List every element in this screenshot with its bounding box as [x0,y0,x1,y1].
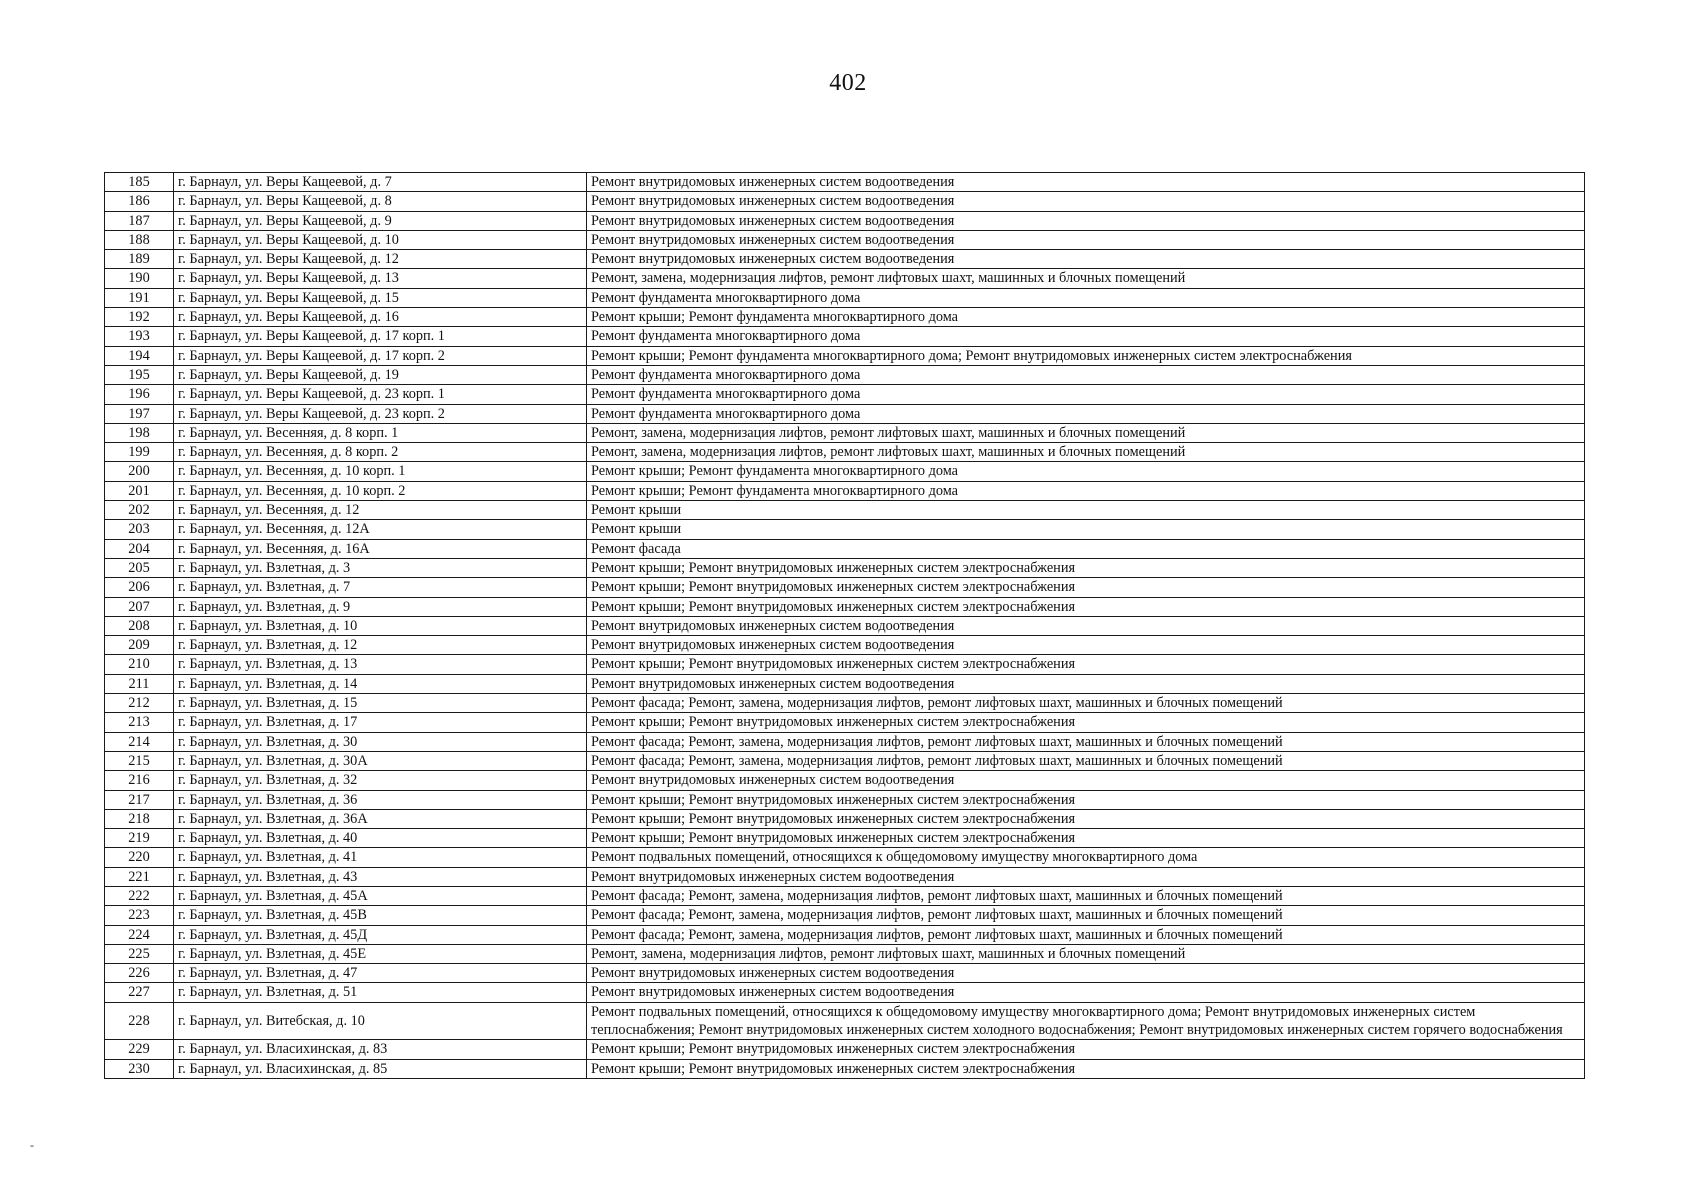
row-number: 198 [105,423,174,442]
row-address: г. Барнаул, ул. Взлетная, д. 12 [174,636,587,655]
row-works: Ремонт внутридомовых инженерных систем водоотведения [587,867,1585,886]
row-address: г. Барнаул, ул. Взлетная, д. 7 [174,578,587,597]
table-row [105,501,1585,520]
table-row [105,694,1585,713]
table-row [105,578,1585,597]
row-address: г. Барнаул, ул. Весенняя, д. 12 [174,501,587,520]
row-address: г. Барнаул, ул. Власихинская, д. 83 [174,1040,587,1059]
table-row [105,173,1585,192]
row-number: 194 [105,346,174,365]
row-address: г. Барнаул, ул. Веры Кащеевой, д. 9 [174,211,587,230]
table-row [105,308,1585,327]
row-number: 222 [105,886,174,905]
table-row [105,327,1585,346]
row-address: г. Барнаул, ул. Веры Кащеевой, д. 17 корп. 2 [174,346,587,365]
table-row [105,829,1585,848]
row-number: 216 [105,771,174,790]
table-row [105,809,1585,828]
row-number: 191 [105,288,174,307]
row-works: Ремонт внутридомовых инженерных систем водоотведения [587,964,1585,983]
row-number: 188 [105,230,174,249]
row-works: Ремонт внутридомовых инженерных систем водоотведения [587,173,1585,192]
table-row [105,269,1585,288]
row-number: 199 [105,443,174,462]
table-row [105,1040,1585,1059]
table-row [105,250,1585,269]
row-address: г. Барнаул, ул. Веры Кащеевой, д. 10 [174,230,587,249]
row-works: Ремонт внутридомовых инженерных систем водоотведения [587,211,1585,230]
table-row [105,674,1585,693]
row-number: 202 [105,501,174,520]
row-works: Ремонт фасада; Ремонт, замена, модернизация лифтов, ремонт лифтовых шахт, машинных и блочных помещений [587,886,1585,905]
row-number: 187 [105,211,174,230]
row-number: 185 [105,173,174,192]
table-row [105,192,1585,211]
row-number: 228 [105,1002,174,1040]
row-number: 190 [105,269,174,288]
row-works: Ремонт крыши; Ремонт фундамента многоквартирного дома [587,462,1585,481]
row-address: г. Барнаул, ул. Веры Кащеевой, д. 23 корп. 2 [174,404,587,423]
row-works: Ремонт фасада [587,539,1585,558]
row-works: Ремонт крыши; Ремонт внутридомовых инженерных систем электроснабжения [587,655,1585,674]
row-works: Ремонт крыши; Ремонт фундамента многоквартирного дома [587,481,1585,500]
row-address: г. Барнаул, ул. Веры Кащеевой, д. 17 корп. 1 [174,327,587,346]
row-number: 204 [105,539,174,558]
row-address: г. Барнаул, ул. Взлетная, д. 45Е [174,944,587,963]
row-number: 211 [105,674,174,693]
row-works: Ремонт фундамента многоквартирного дома [587,385,1585,404]
row-number: 212 [105,694,174,713]
row-address: г. Барнаул, ул. Веры Кащеевой, д. 7 [174,173,587,192]
row-number: 223 [105,906,174,925]
row-number: 215 [105,751,174,770]
row-address: г. Барнаул, ул. Весенняя, д. 8 корп. 1 [174,423,587,442]
row-works: Ремонт крыши; Ремонт внутридомовых инженерных систем электроснабжения [587,597,1585,616]
table-row [105,288,1585,307]
row-works: Ремонт внутридомовых инженерных систем водоотведения [587,192,1585,211]
row-number: 206 [105,578,174,597]
scan-speck: - [30,1138,34,1152]
table-row [105,462,1585,481]
row-address: г. Барнаул, ул. Весенняя, д. 8 корп. 2 [174,443,587,462]
row-number: 210 [105,655,174,674]
row-number: 225 [105,944,174,963]
table-row [105,423,1585,442]
table-row [105,385,1585,404]
repair-works-table [104,172,1585,1079]
row-number: 214 [105,732,174,751]
row-number: 230 [105,1059,174,1078]
row-works: Ремонт, замена, модернизация лифтов, ремонт лифтовых шахт, машинных и блочных помещений [587,423,1585,442]
row-works: Ремонт фундамента многоквартирного дома [587,288,1585,307]
row-works: Ремонт фундамента многоквартирного дома [587,404,1585,423]
table-row [105,655,1585,674]
row-works: Ремонт подвальных помещений, относящихся к общедомовому имуществу многоквартирного дома; Ремонт внутридомовых инженерных систем теплоснабжения; Ремонт внутридомовых инженерных систем холодного водоснабжения; Ремонт внутридомовых инженерных систем горячего водоснабжения [587,1002,1585,1040]
row-number: 227 [105,983,174,1002]
row-address: г. Барнаул, ул. Веры Кащеевой, д. 8 [174,192,587,211]
row-number: 207 [105,597,174,616]
row-works: Ремонт крыши [587,501,1585,520]
row-address: г. Барнаул, ул. Веры Кащеевой, д. 12 [174,250,587,269]
table-row [105,1059,1585,1078]
table-row [105,751,1585,770]
table-row [105,964,1585,983]
row-number: 226 [105,964,174,983]
row-address: г. Барнаул, ул. Весенняя, д. 16А [174,539,587,558]
row-works: Ремонт фасада; Ремонт, замена, модернизация лифтов, ремонт лифтовых шахт, машинных и блочных помещений [587,694,1585,713]
table-row [105,597,1585,616]
row-works: Ремонт фасада; Ремонт, замена, модернизация лифтов, ремонт лифтовых шахт, машинных и блочных помещений [587,925,1585,944]
row-address: г. Барнаул, ул. Взлетная, д. 13 [174,655,587,674]
row-address: г. Барнаул, ул. Взлетная, д. 9 [174,597,587,616]
table-row [105,925,1585,944]
row-works: Ремонт фундамента многоквартирного дома [587,327,1585,346]
row-address: г. Барнаул, ул. Взлетная, д. 45В [174,906,587,925]
table-row [105,211,1585,230]
page-number: 402 [829,70,867,96]
row-address: г. Барнаул, ул. Взлетная, д. 45Д [174,925,587,944]
row-address: г. Барнаул, ул. Взлетная, д. 36А [174,809,587,828]
row-address: г. Барнаул, ул. Веры Кащеевой, д. 16 [174,308,587,327]
row-address: г. Барнаул, ул. Власихинская, д. 85 [174,1059,587,1078]
table-row [105,520,1585,539]
row-works: Ремонт крыши; Ремонт внутридомовых инженерных систем электроснабжения [587,809,1585,828]
row-address: г. Барнаул, ул. Витебская, д. 10 [174,1002,587,1040]
row-number: 196 [105,385,174,404]
table-row [105,867,1585,886]
table-row [105,886,1585,905]
row-number: 209 [105,636,174,655]
table-row [105,346,1585,365]
row-number: 197 [105,404,174,423]
table-row [105,848,1585,867]
table-row [105,443,1585,462]
row-works: Ремонт фасада; Ремонт, замена, модернизация лифтов, ремонт лифтовых шахт, машинных и блочных помещений [587,906,1585,925]
table-row [105,790,1585,809]
row-address: г. Барнаул, ул. Веры Кащеевой, д. 19 [174,365,587,384]
table-row [105,481,1585,500]
row-number: 189 [105,250,174,269]
table-row [105,230,1585,249]
row-number: 217 [105,790,174,809]
row-works: Ремонт крыши [587,520,1585,539]
row-works: Ремонт крыши; Ремонт фундамента многоквартирного дома [587,308,1585,327]
row-works: Ремонт подвальных помещений, относящихся к общедомовому имуществу многоквартирного дома [587,848,1585,867]
row-works: Ремонт внутридомовых инженерных систем водоотведения [587,983,1585,1002]
row-number: 221 [105,867,174,886]
table-row [105,616,1585,635]
row-number: 213 [105,713,174,732]
row-address: г. Барнаул, ул. Веры Кащеевой, д. 15 [174,288,587,307]
row-address: г. Барнаул, ул. Весенняя, д. 12А [174,520,587,539]
row-works: Ремонт крыши; Ремонт внутридомовых инженерных систем электроснабжения [587,713,1585,732]
row-address: г. Барнаул, ул. Взлетная, д. 45А [174,886,587,905]
row-works: Ремонт внутридомовых инженерных систем водоотведения [587,636,1585,655]
row-works: Ремонт крыши; Ремонт внутридомовых инженерных систем электроснабжения [587,578,1585,597]
row-number: 208 [105,616,174,635]
row-address: г. Барнаул, ул. Взлетная, д. 32 [174,771,587,790]
row-number: 219 [105,829,174,848]
row-works: Ремонт крыши; Ремонт внутридомовых инженерных систем электроснабжения [587,1059,1585,1078]
row-address: г. Барнаул, ул. Веры Кащеевой, д. 23 корп. 1 [174,385,587,404]
row-works: Ремонт внутридомовых инженерных систем водоотведения [587,616,1585,635]
row-address: г. Барнаул, ул. Взлетная, д. 36 [174,790,587,809]
row-number: 203 [105,520,174,539]
table-row [105,713,1585,732]
row-address: г. Барнаул, ул. Взлетная, д. 30 [174,732,587,751]
table-row [105,636,1585,655]
row-address: г. Барнаул, ул. Взлетная, д. 17 [174,713,587,732]
row-works: Ремонт внутридомовых инженерных систем водоотведения [587,250,1585,269]
row-works: Ремонт фундамента многоквартирного дома [587,365,1585,384]
row-works: Ремонт крыши; Ремонт внутридомовых инженерных систем электроснабжения [587,829,1585,848]
table-row [105,906,1585,925]
table-row [105,558,1585,577]
row-number: 186 [105,192,174,211]
table-body [105,173,1585,1079]
row-address: г. Барнаул, ул. Веры Кащеевой, д. 13 [174,269,587,288]
row-address: г. Барнаул, ул. Взлетная, д. 43 [174,867,587,886]
row-number: 220 [105,848,174,867]
row-number: 195 [105,365,174,384]
row-number: 218 [105,809,174,828]
row-works: Ремонт внутридомовых инженерных систем водоотведения [587,230,1585,249]
row-works: Ремонт крыши; Ремонт внутридомовых инженерных систем электроснабжения [587,790,1585,809]
row-address: г. Барнаул, ул. Весенняя, д. 10 корп. 2 [174,481,587,500]
row-works: Ремонт крыши; Ремонт фундамента многоквартирного дома; Ремонт внутридомовых инженерных систем электроснабжения [587,346,1585,365]
row-address: г. Барнаул, ул. Взлетная, д. 30А [174,751,587,770]
row-number: 224 [105,925,174,944]
row-number: 229 [105,1040,174,1059]
row-address: г. Барнаул, ул. Весенняя, д. 10 корп. 1 [174,462,587,481]
row-address: г. Барнаул, ул. Взлетная, д. 51 [174,983,587,1002]
table-row [105,944,1585,963]
table-row [105,1002,1585,1040]
row-works: Ремонт фасада; Ремонт, замена, модернизация лифтов, ремонт лифтовых шахт, машинных и блочных помещений [587,751,1585,770]
row-address: г. Барнаул, ул. Взлетная, д. 14 [174,674,587,693]
row-works: Ремонт крыши; Ремонт внутридомовых инженерных систем электроснабжения [587,558,1585,577]
row-works: Ремонт фасада; Ремонт, замена, модернизация лифтов, ремонт лифтовых шахт, машинных и блочных помещений [587,732,1585,751]
row-address: г. Барнаул, ул. Взлетная, д. 40 [174,829,587,848]
table-row [105,983,1585,1002]
row-number: 205 [105,558,174,577]
row-works: Ремонт, замена, модернизация лифтов, ремонт лифтовых шахт, машинных и блочных помещений [587,443,1585,462]
row-number: 201 [105,481,174,500]
table-row [105,732,1585,751]
row-number: 193 [105,327,174,346]
row-address: г. Барнаул, ул. Взлетная, д. 10 [174,616,587,635]
row-address: г. Барнаул, ул. Взлетная, д. 15 [174,694,587,713]
row-address: г. Барнаул, ул. Взлетная, д. 41 [174,848,587,867]
row-address: г. Барнаул, ул. Взлетная, д. 47 [174,964,587,983]
table-row [105,365,1585,384]
row-number: 192 [105,308,174,327]
table-row [105,404,1585,423]
row-works: Ремонт крыши; Ремонт внутридомовых инженерных систем электроснабжения [587,1040,1585,1059]
row-number: 200 [105,462,174,481]
table-row [105,539,1585,558]
row-works: Ремонт, замена, модернизация лифтов, ремонт лифтовых шахт, машинных и блочных помещений [587,944,1585,963]
row-works: Ремонт внутридомовых инженерных систем водоотведения [587,674,1585,693]
row-address: г. Барнаул, ул. Взлетная, д. 3 [174,558,587,577]
table-row [105,771,1585,790]
row-works: Ремонт внутридомовых инженерных систем водоотведения [587,771,1585,790]
row-works: Ремонт, замена, модернизация лифтов, ремонт лифтовых шахт, машинных и блочных помещений [587,269,1585,288]
